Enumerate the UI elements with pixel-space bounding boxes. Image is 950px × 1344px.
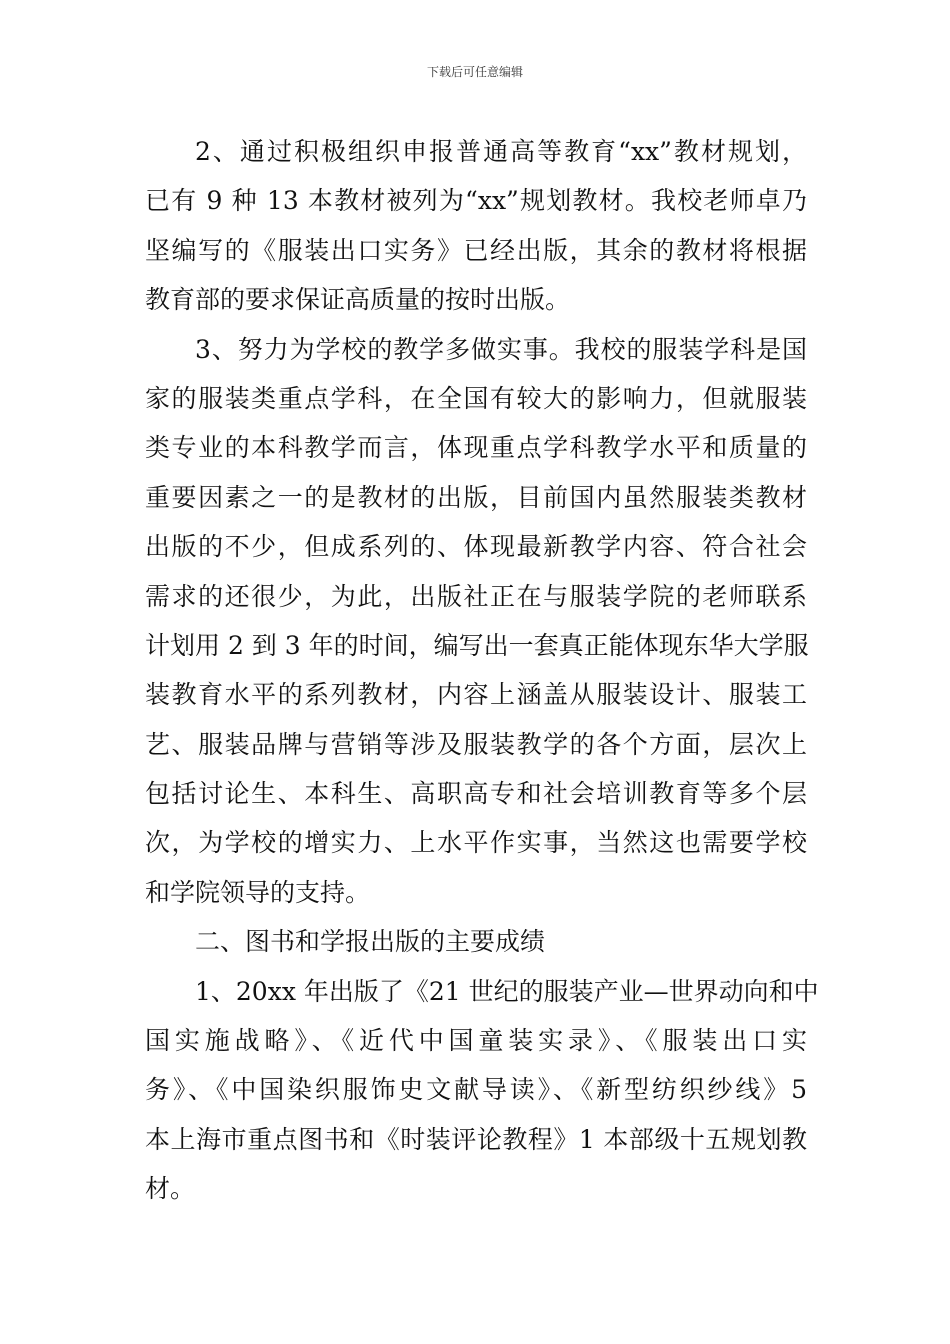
text-line: 出版的不少，但成系列的、体现最新教学内容、符合社会 [145, 532, 807, 562]
text-line: 教育部的要求保证高质量的按时出版。 [145, 285, 571, 315]
document-body [145, 127, 819, 1214]
paragraph-textbook-planning [145, 127, 807, 325]
text-line: 计划用 2 到 3 年的时间，编写出一套真正能体现东华大学服 [145, 630, 809, 660]
text-line: 3、努力为学校的教学多做实事。我校的服装学科是国 [195, 334, 807, 364]
text-line: 艺、服装品牌与营销等涉及服装教学的各个方面，层次上 [145, 729, 807, 759]
text-line: 需求的还很少，为此，出版社正在与服装学院的老师联系 [145, 581, 807, 611]
text-line: 家的服装类重点学科，在全国有较大的影响力，但就服装 [145, 383, 807, 413]
text-line: 装教育水平的系列教材，内容上涵盖从服装设计、服装工 [145, 680, 807, 710]
text-line: 重要因素之一的是教材的出版，目前国内虽然服装类教材 [145, 482, 807, 512]
text-line: 材。 [145, 1174, 196, 1204]
text-line: 类专业的本科教学而言，体现重点学科教学水平和质量的 [145, 433, 807, 463]
text-line: 务》、《中国染织服饰史文献导读》、《新型纺织纱线》5 [145, 1075, 807, 1105]
text-line: 次，为学校的增实力、上水平作实事，当然这也需要学校 [145, 828, 807, 858]
paragraph-teaching-work [145, 325, 807, 918]
text-line: 已有 9 种 13 本教材被列为“xx”规划教材。我校老师卓乃 [145, 186, 807, 216]
text-line: 和学院领导的支持。 [145, 877, 371, 907]
section-heading-achievements [145, 917, 807, 966]
text-line: 包括讨论生、本科生、高职高专和社会培训教育等多个层 [145, 779, 807, 809]
text-line: 本上海市重点图书和《时装评论教程》1 本部级十五规划教 [145, 1124, 807, 1154]
text-line: 2、通过积极组织申报普通高等教育“xx”教材规划， [195, 137, 807, 166]
text-line: 坚编写的《服装出口实务》已经出版，其余的教材将根据 [145, 235, 807, 265]
text-line: 1、20xx 年出版了《21 世纪的服装产业—世界动向和中 [195, 976, 819, 1006]
paragraph-publications [145, 967, 819, 1214]
section-heading: 二、图书和学报出版的主要成绩 [195, 927, 546, 957]
text-line: 国实施战略》、《近代中国童装实录》、《服装出口实 [145, 1026, 807, 1056]
page-header-note: 下载后可任意编辑 [426, 65, 523, 79]
